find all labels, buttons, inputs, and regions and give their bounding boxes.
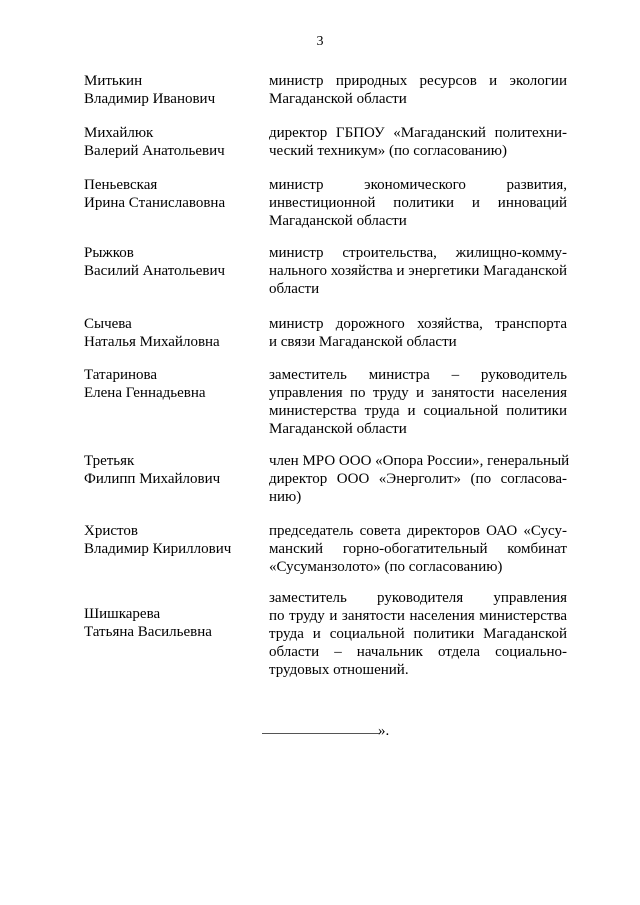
member-position — [269, 522, 567, 576]
member-position — [269, 176, 567, 230]
closing-quote-mark: ». — [378, 723, 390, 739]
member-position — [269, 72, 567, 108]
member-surname: Михайлюк — [84, 125, 154, 141]
position-line: инвестиционной политики и инноваций — [269, 195, 567, 211]
position-line: нию) — [269, 489, 302, 505]
member-given-names: Татьяна Васильевна — [84, 624, 212, 640]
member-given-names: Елена Геннадьевна — [84, 385, 206, 401]
member-name — [84, 605, 254, 641]
member-position — [269, 124, 567, 160]
position-line: член МРО ООО «Опора России», генеральный — [269, 453, 570, 469]
member-name — [84, 366, 254, 402]
position-line: министр строительства, жилищно-комму- — [269, 245, 567, 261]
member-name — [84, 315, 254, 351]
member-position — [269, 244, 567, 298]
member-given-names: Владимир Кириллович — [84, 541, 232, 557]
position-line: области — [269, 281, 320, 297]
position-line: директор ГБПОУ «Магаданский политехни- — [269, 125, 567, 141]
member-surname: Третьяк — [84, 453, 135, 469]
position-line: Магаданской области — [269, 421, 407, 437]
position-line: управления по труду и занятости населения — [269, 385, 567, 401]
member-name — [84, 124, 254, 160]
position-line: области – начальник отдела социально- — [269, 644, 567, 660]
position-line: министр природных ресурсов и экологии — [269, 73, 567, 89]
position-line: директор ООО «Энерголит» (по согласова- — [269, 471, 567, 487]
position-line: Магаданской области — [269, 91, 407, 107]
page-number: 3 — [316, 34, 324, 49]
position-line: по труду и занятости населения министерства — [269, 608, 567, 624]
position-line: манский горно-обогатительный комбинат — [269, 541, 567, 557]
member-position — [269, 315, 567, 351]
position-line: заместитель министра – руководитель — [269, 367, 567, 383]
member-name — [84, 176, 254, 212]
member-given-names: Наталья Михайловна — [84, 334, 220, 350]
position-line: министр дорожного хозяйства, транспорта — [269, 316, 567, 332]
member-name — [84, 72, 254, 108]
position-line: Магаданской области — [269, 213, 407, 229]
member-name — [84, 522, 254, 558]
member-surname: Рыжков — [84, 245, 134, 261]
position-line: и связи Магаданской области — [269, 334, 457, 350]
position-line: нального хозяйства и энергетики Магаданской — [269, 263, 567, 279]
member-given-names: Василий Анатольевич — [84, 263, 226, 279]
closing-rule — [262, 733, 380, 734]
member-given-names: Валерий Анатольевич — [84, 143, 225, 159]
position-line: заместитель руководителя управления — [269, 590, 567, 606]
member-surname: Митькин — [84, 73, 143, 89]
member-surname: Сычева — [84, 316, 132, 332]
member-name — [84, 452, 254, 488]
member-surname: Пеньевская — [84, 177, 158, 193]
member-given-names: Филипп Михайлович — [84, 471, 221, 487]
position-line: ческий техникум» (по согласованию) — [269, 143, 507, 159]
member-surname: Христов — [84, 523, 138, 539]
member-position — [269, 589, 567, 679]
member-given-names: Ирина Станиславовна — [84, 195, 226, 211]
member-name — [84, 244, 254, 280]
member-surname: Шишкарева — [84, 606, 161, 622]
position-line: председатель совета директоров ОАО «Сусу- — [269, 523, 567, 539]
member-position — [269, 452, 570, 506]
member-surname: Татаринова — [84, 367, 158, 383]
position-line: министерства труда и социальной политики — [269, 403, 567, 419]
member-position — [269, 366, 567, 438]
position-line: министр экономического развития, — [269, 177, 567, 193]
position-line: трудовых отношений. — [269, 662, 409, 678]
position-line: «Сусуманзолото» (по согласованию) — [269, 559, 503, 575]
member-given-names: Владимир Иванович — [84, 91, 216, 107]
position-line: труда и социальной политики Магаданской — [269, 626, 567, 642]
